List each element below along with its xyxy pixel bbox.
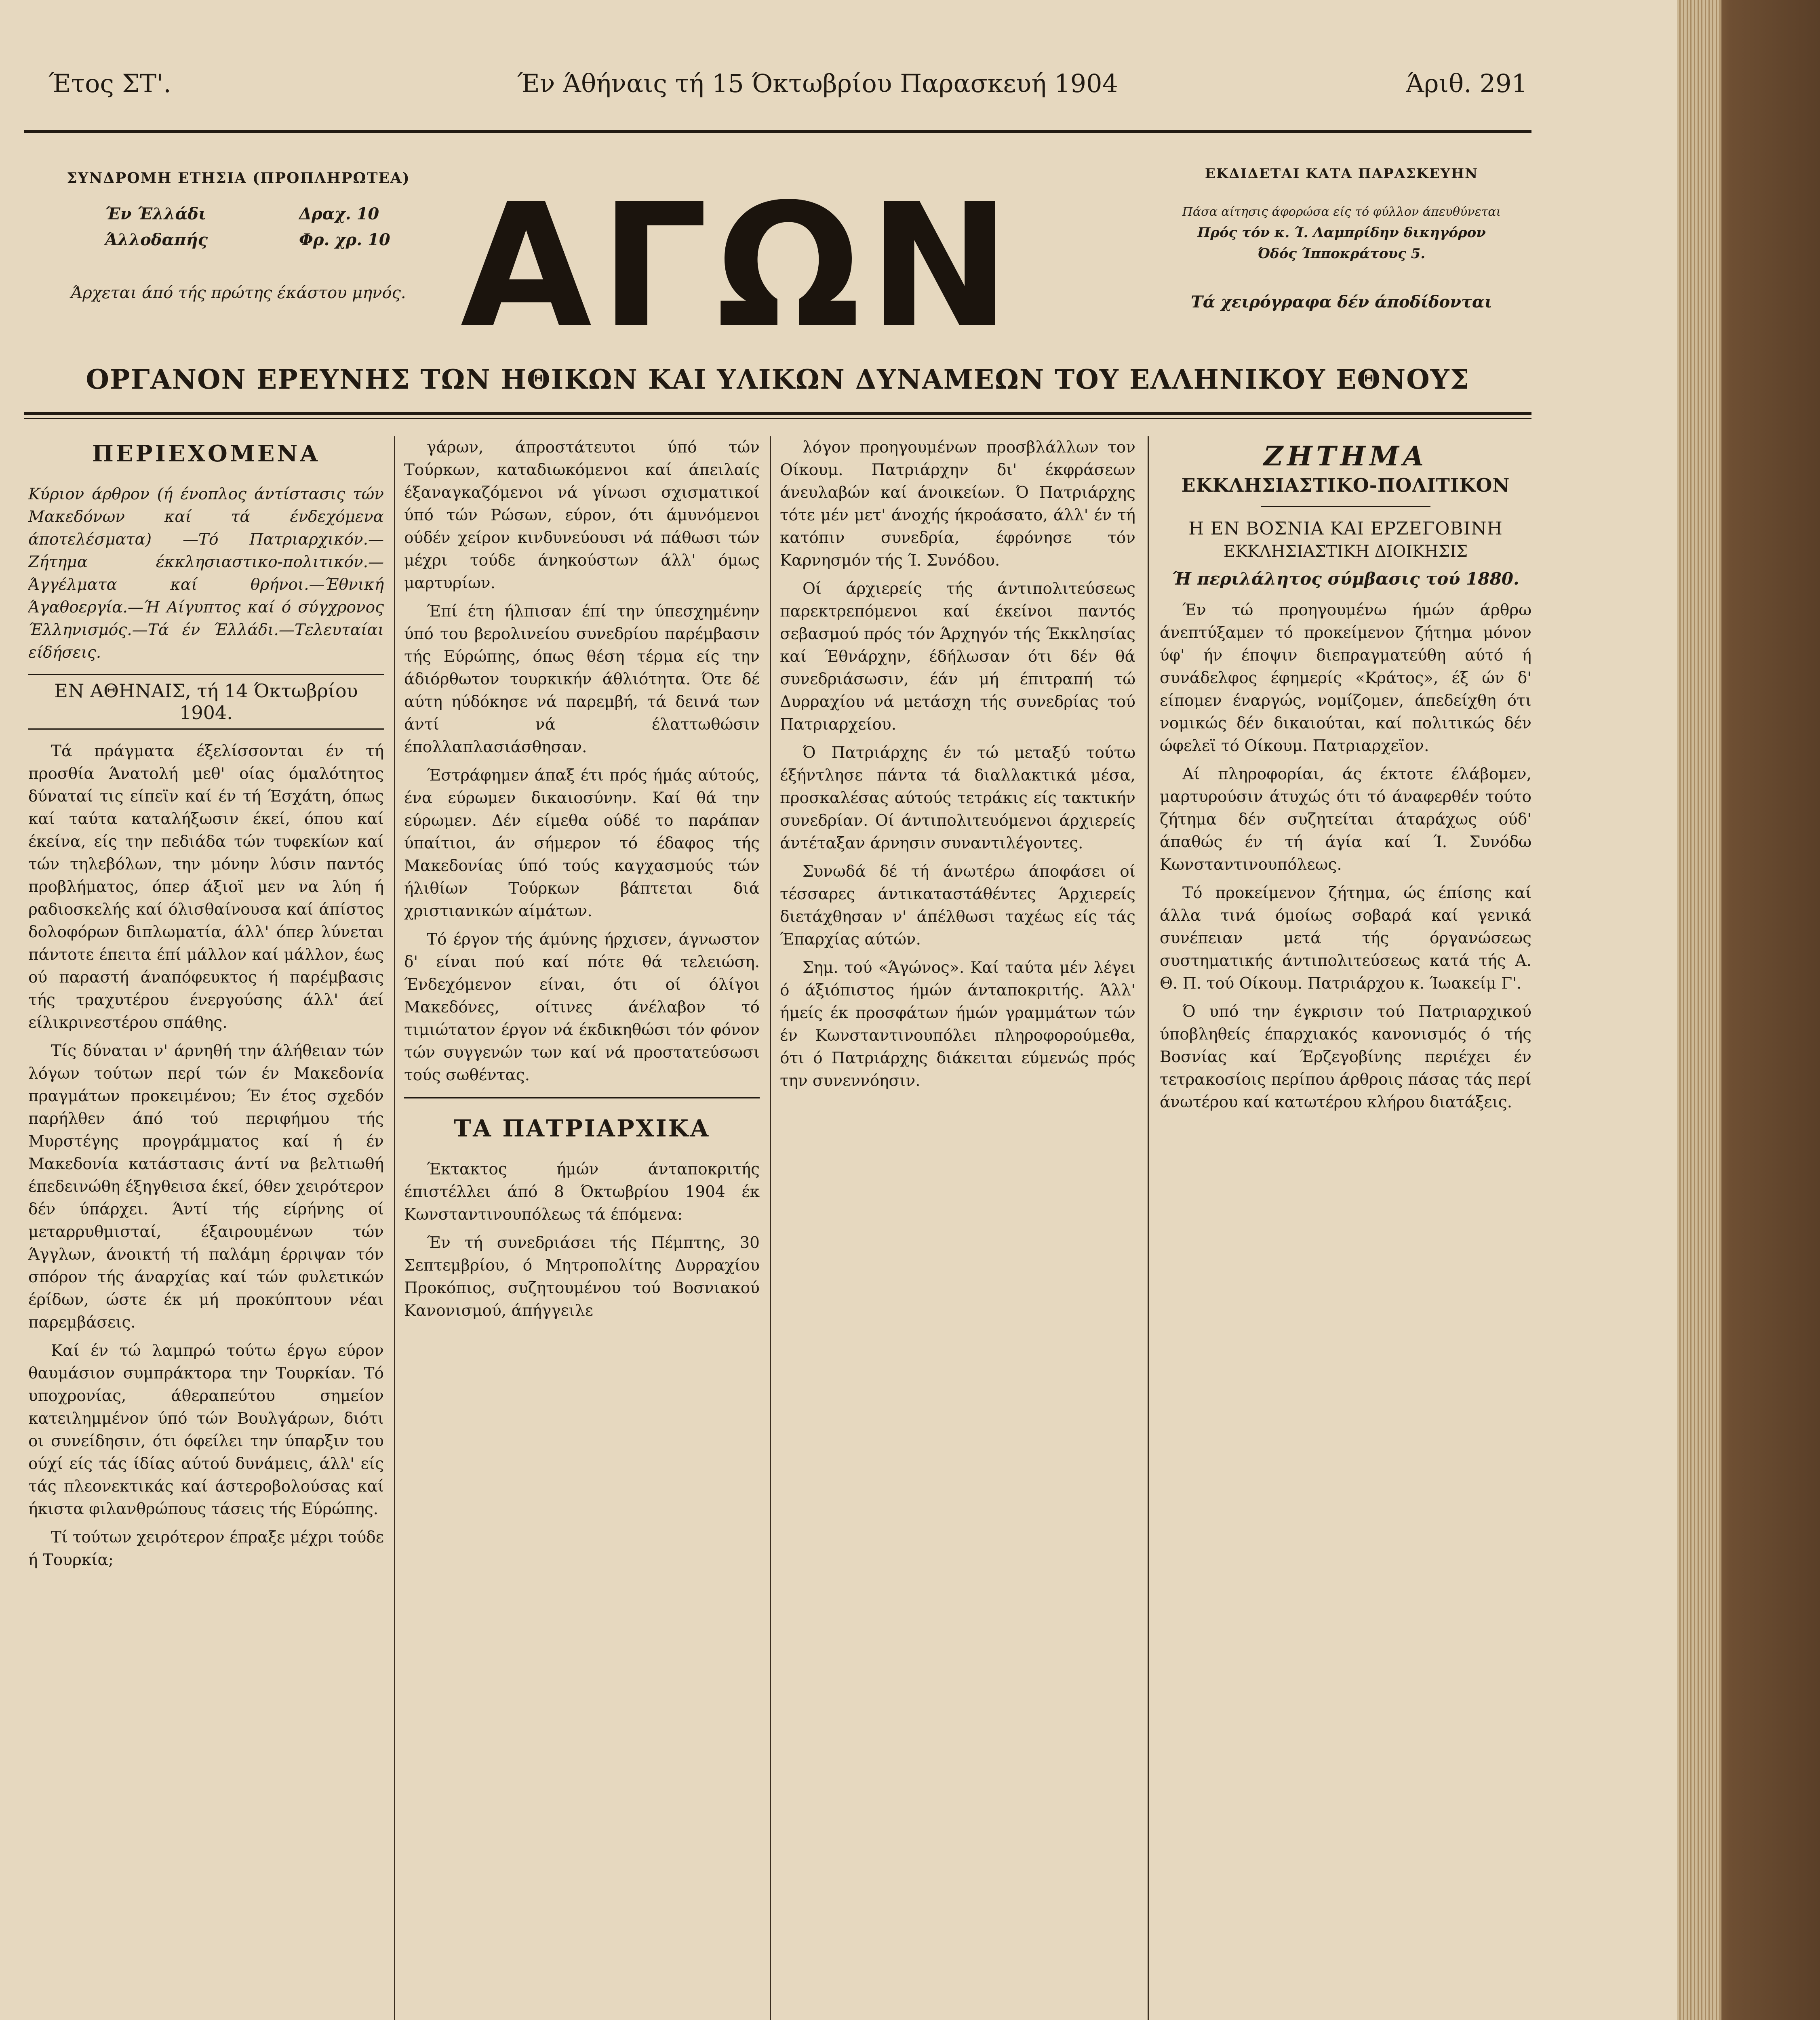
subscription-domestic-label: Έν Έλλάδι (105, 204, 206, 223)
bosnia-title: Η ΕΝ ΒΟΣΝΙΑ ΚΑΙ ΕΡΖΕΓΟΒΙΝΗ (1188, 518, 1503, 539)
article-paragraph: Τό έργον τής άμύνης ήρχισεν, άγνωστον δ' είναι πού καί πότε θά τελειώση. Ένδεχόμενον είναι, ότι οί όλίγοι Μακεδόνες, οίτινες άνέλαβον τό τιμιώτατον έργον νά έκδικηθώσι τόν φόνον τών συγγενών των καί νά προστατεύσωσι τούς σωθέντας. (404, 930, 760, 1084)
issue-subtitle: ΕΚΚΛΗΣΙΑΣΤΙΚΟ-ΠΟΛΙΤΙΚΟΝ (1181, 474, 1510, 496)
subscription-starts: Άρχεται άπό τής πρώτης έκάστου μηνός. (71, 284, 406, 302)
newspaper-logo: ΑΓΩΝ (460, 168, 1019, 365)
publication-day: ΕΚΔΙΔΕΤΑΙ ΚΑΤΑ ΠΑΡΑΣΚΕΥΗΝ (1205, 166, 1479, 182)
lead-article-dateline: ΕΝ ΑΘΗΝΑΙΣ, τή 14 Όκτωβρίου 1904. (28, 674, 384, 730)
issue-number: Άριθ. 291 (1406, 69, 1527, 98)
subscription-foreign-label: Άλλοδαπής (105, 230, 208, 249)
article-paragraph: γάρων, άπροστάτευτοι ύπό τών Τούρκων, καταδιωκόμενοι καί άπειλαίς έξαναγκαζόμενοι νά γίνωσι σχισματικοί ύπό τών Ρώσων, εύρον, ότι άμυνόμενοι ούδέν χείρον κινδυνεύουσι νά πάθωσι τών μέχρι τούδε άνηκούστων άλλ' όμως μαρτυρίων. (404, 438, 760, 592)
section-divider (404, 1097, 760, 1098)
patriarchal-section-title: ΤΑ ΠΑΤΡΙΑΡΧΙΚΑ (453, 1115, 710, 1142)
issue-info-line (48, 69, 1527, 117)
address-line-3: Όδός Ίπποκράτους 5. (1258, 246, 1426, 262)
article-paragraph: Ό Πατριάρχης έν τώ μεταξύ τούτω έξήντλησε πάντα τά διαλλακτικά μέσα, προσκαλέσας αύτούς τετράκις είς τακτικήν συνεδρίαν. Οί άντιπολιτευόμενοι άρχιερείς άντέταξαν άρνησιν συναντιλέγοντες. (780, 744, 1135, 852)
subscription-title: ΣΥΝΔΡΟΜΗ ΕΤΗΣΙΑ (ΠΡΟΠΛΗΡΩΤΕΑ) (67, 170, 410, 187)
subscription-box (65, 170, 412, 305)
lead-article-paragraph: Τά πράγματα έξελίσσονται έν τή προσθία Άνατολή μεθ' οίας όμαλότητος δύναταί τις είπεϊν καί έν τή Έσχάτη, όπως καί ταύτα καταλήξωσιν έκεί, όπου καί έκείνα, είς την πεδιάδα τών τυφεκίων καί τών τηλεβόλων, την μόνην λύσιν παντός προβλήματος, όπερ άξιοϊ μεν να λύη ή ραδιοσκελής καί όλισθαίνουσα καί άπίστος δολοφόρων διπλωματία, άλλ' όπερ λύνεται πάντοτε έπειτα έπί μάλλον καί μάλλον, έως ού παραστή άναπόφευκτος ή παρέμβασις τής τραχυτέρου ένεργούσης άλλ' άεί είλικρινεστέρου σπάθης. (28, 742, 384, 1032)
subscription-foreign-price: Φρ. χρ. 10 (299, 230, 390, 249)
editor-note: Σημ. τού «Άγώνος». Καί ταύτα μέν λέγει ό άξιόπιστος ήμών άνταποκριτής. Άλλ' ήμείς έκ προσφάτων ήμών γραμμάτων τών έν Κωνσταντινουπόλει πληροφορούμεθα, ότι ό Πατριάρχης διάκειται εύμενώς πρός την συνεννόησιν. (780, 959, 1135, 1090)
article-paragraph: Έν τώ προηγουμένω ήμών άρθρω άνεπτύξαμεν τό προκείμενον ζήτημα μόνον ύφ' ήν έποψιν διεπραγματεύθη αύτό ή συνάδελφος έφημερίς «Κράτος», έξ ών δ' είπομεν έναργώς, νομίζομεν, άπεδείχθη ότι νομικώς δέν δικαιούται, καί πολιτικώς δέν ώφελεϊ τό Οίκουμ. Πατριαρχεϊον. (1160, 601, 1531, 755)
patriarchal-paragraph: Έκτακτος ήμών άνταποκριτής έπιστέλλει άπό 8 Όκτωβρίου 1904 έκ Κωνσταντινουπόλεως τά έπόμενα: (404, 1160, 760, 1224)
article-paragraph: Έστράφημεν άπαξ έτι πρός ήμάς αύτούς, ένα εύρωμεν δικαιοσύνην. Καί θά την εύρωμεν. Δέν είμεθα ούδέ το παράπαν ύπαίτιοι, άν σήμερον τό έδαφος τής Μακεδονίας ύπό τούς καγχασμούς τών ήλιθίων Τούρκων βάπτεται διά χριστιανικών αίμάτων. (404, 766, 760, 920)
column-2 (404, 436, 760, 2020)
article-paragraph: Συνωδά δέ τή άνωτέρω άποφάσει οί τέσσαρες άντικαταστάθέντες Άρχιερείς διετάχθησαν ν' άπέλθωσι ταχέως είς τάς Έπαρχίας αύτών. (780, 863, 1135, 949)
column-3 (780, 436, 1135, 2020)
subscription-foreign-row (65, 230, 412, 256)
book-binding (1677, 0, 1820, 2020)
article-paragraph: λόγον προηγουμένων προσβλάλλων τον Οίκουμ. Πατριάρχην δι' έκφράσεων άνευλαβών καί άνοικείων. Ό Πατριάρχης τότε μέν μετ' άνοχής ήκροάσατο, άλλ' έν τή κατόπιν συνεδρία, έφρόνησε τόν Καρνησμόν τής Ί. Συνόδου. (780, 438, 1135, 570)
column-rule (394, 436, 395, 2020)
newspaper-subtitle: ΟΡΓΑΝΟΝ ΕΡΕΥΝΗΣ ΤΩΝ ΗΘΙΚΩΝ ΚΑΙ ΥΛΙΚΩΝ ΔΥΝΑΜΕΩΝ ΤΟΥ ΕΛΛΗΝΙΚΟΥ ΕΘΝΟΥΣ (86, 364, 1470, 395)
article-paragraph: Έπί έτη ήλπισαν έπί την ύπεσχημένην ύπό του βερολινείου συνεδρίου παρέμβασιν τής Εύρώπης, όπως θέση τέρμα είς την άδιόρθωτον τουρκικήν άθλιότητα. Ότε δέ αύτη ηύδόκησε νά παρεμβή, τά δεινά των άντί νά έλαττωθώσιν έπολλαπλασιάσθησαν. (404, 602, 760, 756)
page-edges (1677, 0, 1721, 2020)
column-rule (1148, 436, 1149, 2020)
manuscripts-notice: Τά χειρόγραφα δέν άποδίδονται (1190, 292, 1493, 311)
top-rule (24, 130, 1531, 133)
masthead-rule-thin (24, 418, 1531, 419)
lead-article-paragraph: Καί έν τώ λαμπρώ τούτω έργω εύρον θαυμάσιον συμπράκτορα την Τουρκίαν. Τό υποχρονίας, άθεραπεύτου σημείον κατειλημμένον ύπό τών Βουλγάρων, διότι οι συνείδησιν, ότι όφείλει την ύπαρξιν του ούχί είς τάς ίδίας αύτού δυνάμεις, άλλ' είς τάς πλεονεκτικάς καί άστεροβολούσας καί ήκιστα φιλανθρώπους τάσεις τής Εύρώπης. (28, 1342, 384, 1518)
publication-box (1164, 166, 1519, 311)
column-1 (28, 436, 384, 2020)
issue-date: Έν Άθήναις τή 15 Όκτωβρίου Παρασκευή 1904 (517, 69, 1119, 98)
article-paragraph: Τό προκείμενον ζήτημα, ώς έπίσης καί άλλα τινά όμοίως σοβαρά καί γενικά συνέπειαν μετά τής όργανώσεως συστηματικής άντιπολιτεύσεως κατά τής Α. Θ. Π. τού Οίκουμ. Πατριάρχου κ. Ίωακείμ Γ'. (1160, 884, 1531, 993)
column-rule (770, 436, 771, 2020)
bosnia-subtitle: ΕΚΚΛΗΣΙΑΣΤΙΚΗ ΔΙΟΙΚΗΣΙΣ (1223, 542, 1468, 561)
masthead-rule (24, 412, 1531, 415)
subscription-domestic-row (65, 204, 412, 230)
contents-box (28, 483, 384, 664)
contents-title: ΠΕΡΙΕΧΟΜΕΝΑ (92, 440, 320, 467)
lead-article-paragraph: Τί τούτων χειρότερον έπραξε μέχρι τούδε ή Τουρκία; (28, 1528, 384, 1569)
issue-year: Έτος ΣΤ'. (48, 69, 171, 98)
subscription-domestic-price: Δραχ. 10 (299, 204, 379, 223)
contents-text: Κύριον άρθρον (ή ένοπλος άντίστασις τών Μακεδόνων καί τά ένδεχόμενα άποτελέσματα) —Τό Πατριαρχικόν.—Ζήτημα έκκλησιαστικο-πολιτικόν.—Άγγέλματα καί θρήνοι.—Έθνική Άγαθοεργία.—Ή Αίγυπτος καί ό σύγχρονος Έλληνισμός.—Τά έν Έλλάδι.—Τελευταίαι είδήσεις. (28, 485, 384, 662)
address-line-2: Πρός τόν κ. Ί. Λαμπρίδην δικηγόρον (1197, 225, 1486, 241)
patriarchal-paragraph: Έν τή συνεδριάσει τής Πέμπτης, 30 Σεπτεμβρίου, ό Μητροπολίτης Δυρραχίου Προκόπιος, συζητουμένου τού Βοσνιακού Κανονισμού, άπήγγειλε (404, 1234, 760, 1320)
column-4 (1160, 436, 1531, 2020)
article-paragraph: Αί πληροφορίαι, άς έκτοτε έλάβομεν, μαρτυρούσιν άτυχώς ότι τό άναφερθέν τούτο ζήτημα δέν συζητείται άταράχως ούδ' άπαθώς έν τή άγία καί Ί. Συνόδω Κωνσταντινουπόλεως. (1160, 765, 1531, 874)
article-paragraph: Ό υπό την έγκρισιν τού Πατριαρχικού ύποβληθείς έπαρχιακός κανονισμός ό τής Βοσνίας καί Έρζεγοβίνης περιέχει έν τετρακοσίοις περίπου άρθροις πάσας τάς περί άνωτέρου καί κατωτέρου κλήρου διατάξεις. (1160, 1003, 1531, 1111)
issue-title: ΖΗΤΗΜΑ (1263, 440, 1428, 472)
lead-article-paragraph: Τίς δύναται ν' άρνηθή την άλήθειαν τών λόγων τούτων περί τών έν Μακεδονία πραγμάτων προκειμένου; Έν έτος σχεδόν παρήλθεν άπό τού περιφήμου τής Μυρστέγης προγράμματος καί ή έν Μακεδονία κατάστασις άντί να βελτιωθή έπεδεινώθη έξηγθεισα έκεί, όθεν χειρότερον δέν ύπάρχει. Άντί τής είρήνης οί μεταρρυθμισταί, έξαιρουμένων τών Άγγλων, άνοικτή τή παλάμη έρριψαν τόν σπόρον τής άναρχίας καί τών φυλετικών έρίδων, ώστε έκ μή προκύπτουν νέαι παρεμβάσεις. (28, 1042, 384, 1332)
agreement-heading: Ή περιλάλητος σύμβασις τού 1880. (1172, 569, 1519, 589)
issue-rule (1261, 506, 1430, 507)
article-paragraph: Οί άρχιερείς τής άντιπολιτεύσεως παρεκτρεπόμενοι καί έκείνοι παντός σεβασμού πρός τόν Άρχηγόν τής Έκκλησίας καί Έθνάρχην, έδήλωσαν ότι δέν θά συνεδριάσωσιν, έάν μή έπιτραπή τώ Δυρραχίου νά μετάσχη τής συνεδρίας τού Πατριαρχείου. (780, 580, 1135, 734)
address-line-1: Πάσα αίτησις άφορώσα είς τό φύλλον άπευθύνεται (1182, 205, 1501, 219)
